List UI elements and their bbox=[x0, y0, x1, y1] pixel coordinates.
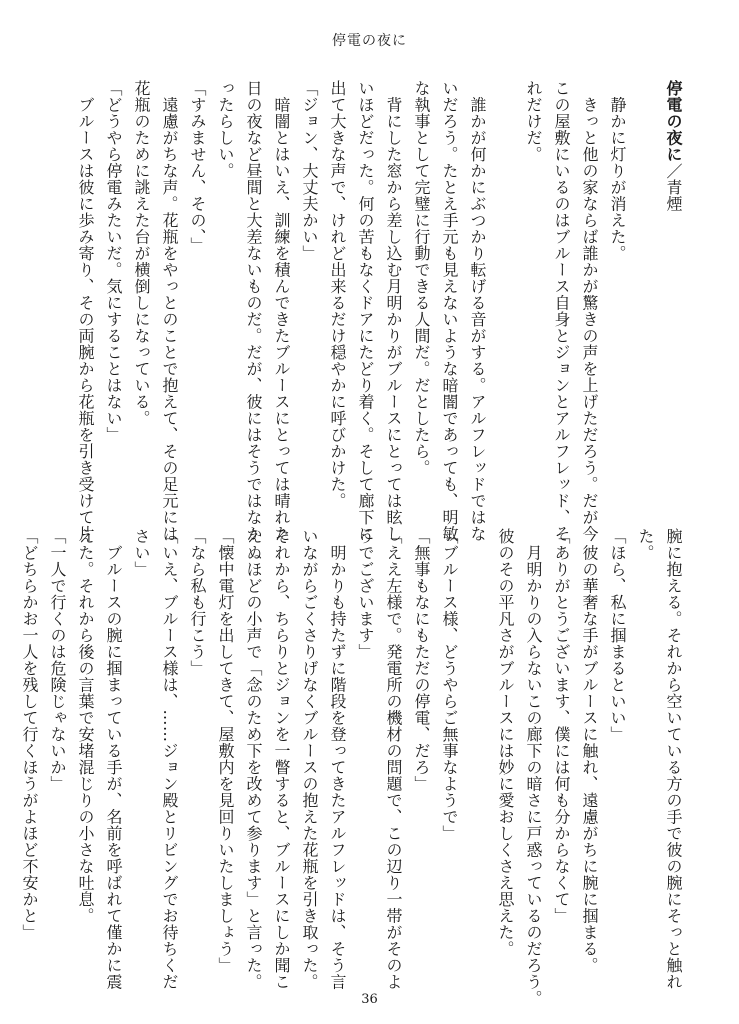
text-line: な執事として完璧に行動できる人間だ。だとしたら。 bbox=[412, 80, 431, 476]
text-line: いほどだった。何の苦もなくドアにたどり着く。そして廊下に bbox=[356, 80, 375, 542]
text-line: 「いえ、ブルース様は、……ジョン殿とリビングでお待ちくだ bbox=[160, 528, 179, 990]
text-line: 「どちらかお一人を残して行くほうがよほど不安かと」 bbox=[20, 528, 39, 941]
blank-line bbox=[463, 528, 491, 928]
text-line: 「どうやら停電みたいだ。気にすることはない」 bbox=[104, 80, 123, 443]
text-line: 彼のその平凡さがブルースには妙に愛おしくさえ思えた。 bbox=[496, 528, 515, 957]
text-line: ったらしい。 bbox=[216, 80, 235, 179]
text-line: 彼の華奢な手がブルースに触れ、遠慮がちに腕に掴まる。 bbox=[580, 528, 599, 974]
text-line: 日の夜など昼間と大差ないものだ。だが、彼にはそうではなか bbox=[244, 80, 263, 542]
running-title: 停電の夜に bbox=[332, 33, 407, 49]
text-line: 「ブルース様、どうやらご無事なようで」 bbox=[440, 528, 459, 842]
text-line: 遠慮がちな声。花瓶をやっとのことで抱えて、その足元には bbox=[160, 80, 179, 542]
text-line: 「一人で行くのは危険じゃないか」 bbox=[48, 528, 67, 792]
blank-line bbox=[631, 80, 659, 488]
text-line: 「すみません、その、」 bbox=[188, 80, 207, 254]
text-line: 月明かりの入らないこの廊下の暗さに戸惑っているのだろう。 bbox=[524, 528, 543, 1007]
text-line: 腕に抱える。それから空いている方の手で彼の腕にそっと触れ bbox=[664, 528, 683, 990]
text-line: いながらごくさりげなくブルースの抱えた花瓶を引き取った。 bbox=[300, 528, 319, 990]
text-line: 暗闇とはいえ、訓練を積んできたブルースにとっては晴れた bbox=[272, 80, 291, 542]
text-line: えた。それから後の言葉で安堵混じりの小さな吐息。 bbox=[76, 528, 95, 924]
text-line: 花瓶のために誂えた台が横倒しになっている。 bbox=[132, 80, 151, 427]
text-line: えぬほどの小声で「念のため下を改めて参ります」と言った。 bbox=[244, 528, 263, 990]
story-author: 青煙 bbox=[664, 179, 683, 212]
title-separator: ／ bbox=[664, 162, 683, 179]
text-line: さい」 bbox=[132, 528, 151, 578]
text-line: うでございます」 bbox=[356, 528, 375, 660]
text-line: 静かに灯りが消えた。 bbox=[608, 80, 627, 262]
story-title-text: 停電の夜に bbox=[664, 80, 683, 163]
text-line: それから、ちらりとジョンを一瞥すると、ブルースにしか聞こ bbox=[272, 528, 291, 990]
text-line: 「なら私も行こう」 bbox=[188, 528, 207, 677]
upper-text-block bbox=[57, 80, 687, 542]
story-title bbox=[659, 80, 687, 488]
text-line: 「ええ左様で。発電所の機材の問題で、この辺り一帯がそのよ bbox=[384, 528, 403, 990]
text-line: た。 bbox=[636, 528, 655, 561]
text-line: いだろう。たとえ手元も見えないような暗闇であっても、明敏 bbox=[440, 80, 459, 542]
text-line: ブルースの腕に掴まっている手が、名前を呼ばれて僅かに震 bbox=[104, 528, 123, 990]
text-line: ブルースは彼に歩み寄り、その両腕から花瓶を引き受けて片 bbox=[76, 80, 95, 542]
text-line: 誰かが何かにぶつかり転げる音がする。アルフレッドではな bbox=[468, 80, 487, 542]
text-line: 「ありがとうございます、僕には何も分からなくて」 bbox=[552, 528, 571, 924]
text-line: れだけだ。 bbox=[524, 80, 543, 163]
text-line: 「ジョン、大丈夫かい」 bbox=[300, 80, 319, 262]
blank-line bbox=[491, 80, 519, 488]
text-line: 出て大きな声で、けれど出来るだけ穏やかに呼びかけた。 bbox=[328, 80, 347, 509]
text-line: きっと他の家ならば誰かが驚きの声を上げただろう。だが今 bbox=[580, 80, 599, 542]
text-line: 「ほら、私に掴まるといい」 bbox=[608, 528, 627, 743]
text-line: この屋敷にいるのはブルース自身とジョンとアルフレッド、そ bbox=[552, 80, 571, 542]
text-line: 明かりも持たずに階段を登ってきたアルフレッドは、そう言 bbox=[328, 528, 347, 990]
text-line: 背にした窓から差し込む月明かりがブルースにとっては眩し bbox=[384, 80, 403, 542]
text-line: 「無事もなにもただの停電、だろ」 bbox=[412, 528, 431, 792]
page-number: 36 bbox=[361, 992, 378, 1007]
text-line: 「懐中電灯を出してきて、屋敷内を見回りいたしましょう」 bbox=[216, 528, 235, 974]
